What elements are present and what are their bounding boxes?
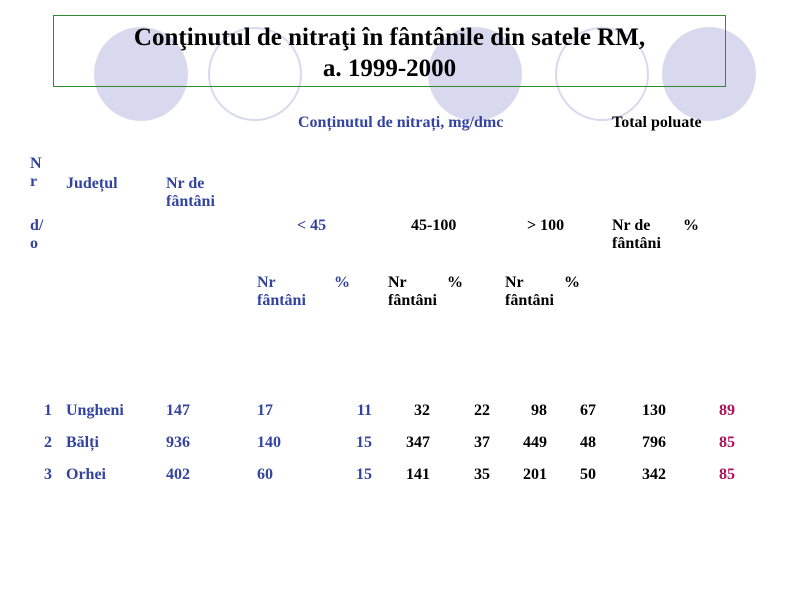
judet-column-header: Județul [66,175,118,192]
row-lt45-nr: 60 [257,466,273,483]
row-total-nr: 796 [642,434,666,451]
row-fantani: 147 [166,402,190,419]
nitrate-group-header: Conținutul de nitrați, mg/dmc [298,114,504,131]
row-gt100-nr: 98 [531,402,547,419]
row-total-nr: 342 [642,466,666,483]
row-fantani: 936 [166,434,190,451]
row-judet: Bălți [66,434,99,451]
sub-nr-mid: Nr fântâni [388,274,437,309]
row-judet: Ungheni [66,402,124,419]
total-pct-header: % [683,217,699,234]
row-nr: 2 [44,434,52,451]
row-nr: 3 [44,466,52,483]
total-nr-header: Nr de fântâni [612,217,661,252]
row-mid-pct: 22 [474,402,490,419]
total-polluted-header: Total poluate [612,114,702,131]
title-line-2: a. 1999-2000 [322,55,457,82]
row-lt45-nr: 140 [257,434,281,451]
title-line-1: Conţinutul de nitraţi în fântânile din satele RM, [133,24,646,51]
row-gt100-pct: 48 [580,434,596,451]
row-gt100-pct: 50 [580,466,596,483]
row-mid-pct: 37 [474,434,490,451]
row-lt45-pct: 11 [356,402,372,419]
row-gt100-pct: 67 [580,402,596,419]
row-lt45-pct: 15 [356,466,372,483]
nr-column-header-2: d/ o [30,217,44,252]
row-judet: Orhei [66,466,106,483]
range-lt45-header: < 45 [297,217,327,234]
row-mid-nr: 141 [406,466,430,483]
row-total-pct: 85 [719,434,735,451]
range-gt100-header: > 100 [527,217,565,234]
row-total-pct: 85 [719,466,735,483]
fantani-column-header: Nr de fântâni [166,175,215,210]
row-lt45-pct: 15 [356,434,372,451]
row-nr: 1 [44,402,52,419]
row-mid-nr: 32 [414,402,430,419]
row-lt45-nr: 17 [257,402,273,419]
sub-nr-gt100: Nr fântâni [505,274,554,309]
sub-pct-lt45: % [334,274,350,291]
row-total-nr: 130 [642,402,666,419]
row-mid-pct: 35 [474,466,490,483]
slide-title [53,15,726,87]
sub-nr-lt45: Nr fântâni [257,274,306,309]
row-gt100-nr: 449 [523,434,547,451]
sub-pct-mid: % [447,274,463,291]
range-45-100-header: 45-100 [411,217,457,234]
row-gt100-nr: 201 [523,466,547,483]
nr-column-header: N r [30,155,42,190]
row-fantani: 402 [166,466,190,483]
row-mid-nr: 347 [406,434,430,451]
sub-pct-gt100: % [564,274,580,291]
row-total-pct: 89 [719,402,735,419]
